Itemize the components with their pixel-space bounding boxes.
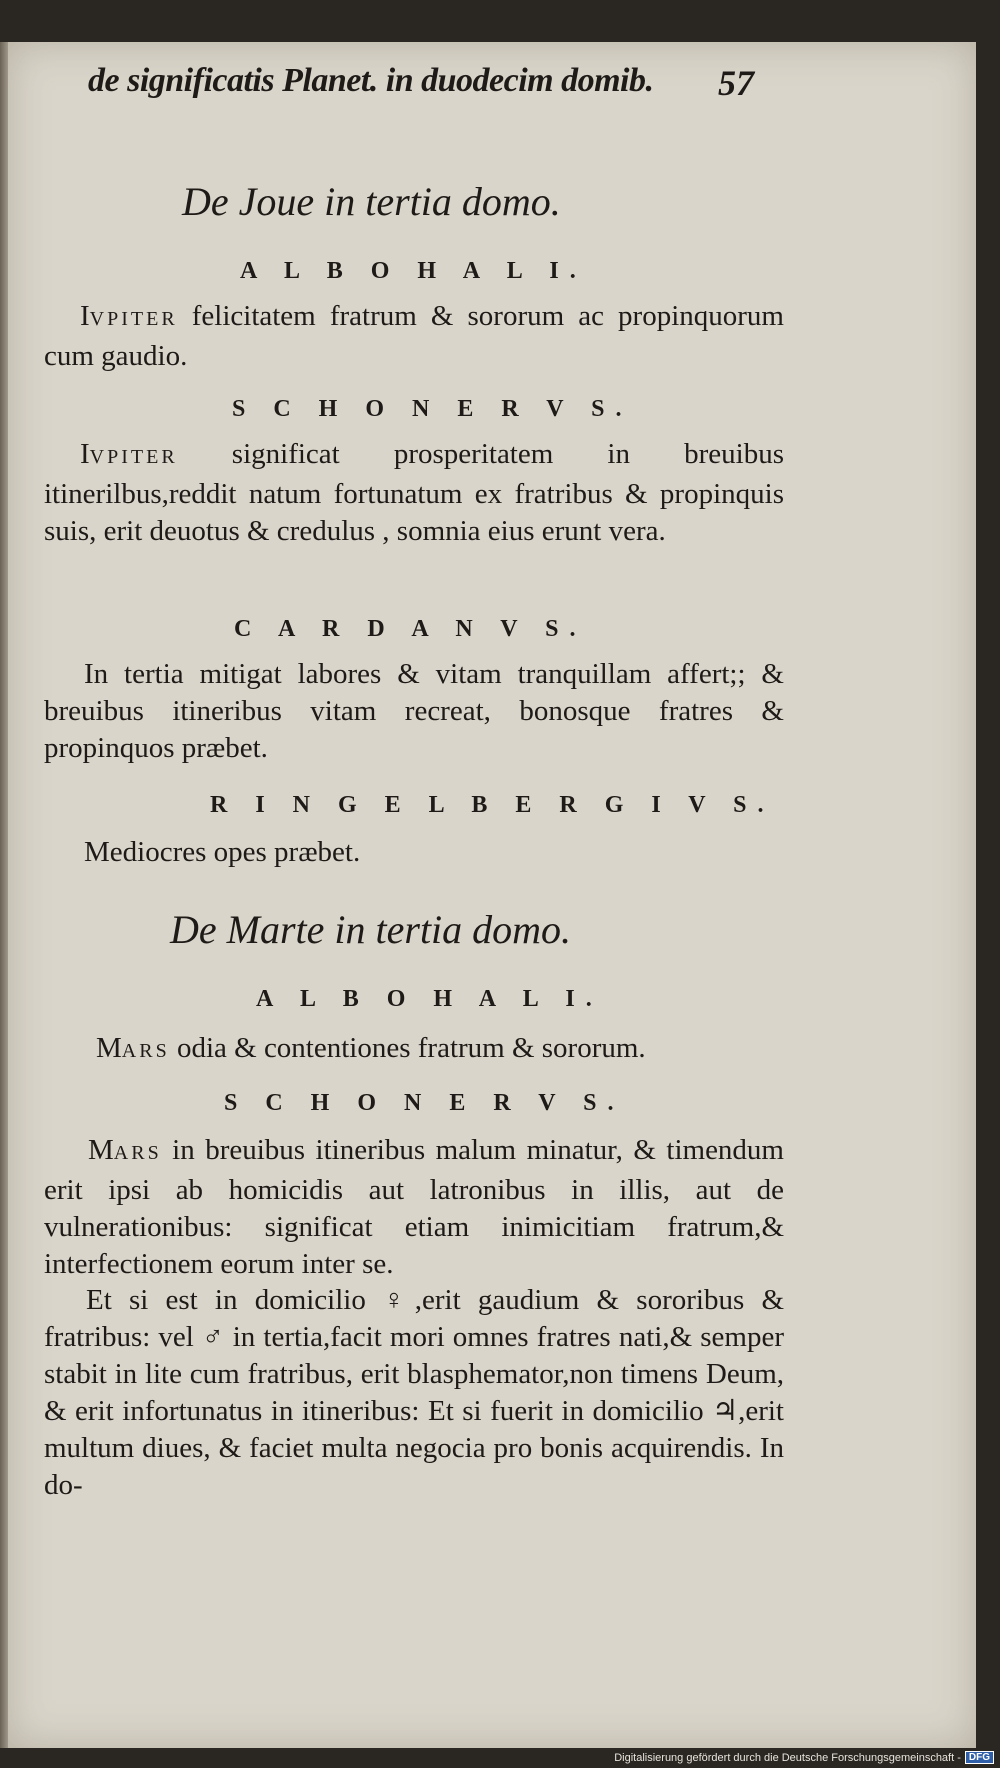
- section-title-jupiter: De Joue in tertia domo.: [182, 179, 561, 224]
- author-heading: S C H O N E R V S.: [232, 396, 633, 422]
- author-heading: C A R D A N V S.: [234, 616, 587, 642]
- dfg-logo: DFG: [965, 1751, 994, 1764]
- author-heading: A L B O H A L I.: [240, 258, 587, 284]
- entry-paragraph: [44, 1132, 784, 1283]
- smallcaps-word: ARS: [121, 1040, 170, 1062]
- entry-paragraph: [44, 656, 784, 767]
- entry-paragraph: [44, 834, 784, 871]
- running-title: de significatis Planet. in duodecim domib.: [88, 62, 654, 99]
- entry-text: odia & contentiones fratrum & sororum.: [169, 1032, 646, 1064]
- author-heading: R I N G E L B E R G I V S.: [210, 792, 775, 818]
- entry-paragraph: [44, 298, 784, 375]
- credit-text: Digitalisierung gefördert durch die Deutsche Forschungsgemeinschaft -: [614, 1751, 961, 1764]
- entry-paragraph: [44, 436, 784, 550]
- entry-text: in breuibus itineribus malum minatur, & timendum erit ipsi ab homicidis aut latronibus in illis, aut de vulnerationibus: significat etiam inimicitiam fratrum,& interfectionem eorum inter se.: [44, 1134, 784, 1280]
- smallcaps-word: VPITER: [89, 446, 178, 468]
- initial-letter: M: [88, 1134, 114, 1166]
- author-heading: A L B O H A L I.: [256, 986, 603, 1012]
- initial-letter: I: [80, 300, 90, 332]
- continuation-paragraph: [44, 1282, 784, 1504]
- digitization-credit: [614, 1751, 994, 1764]
- entry-text: Et si est in domicilio ♀,erit gaudium & sororibus & fratribus: vel ♂ in tertia,facit mori omnes fratres nati,& semper stabit in lite cum fratribus, erit blasphemator,non timens Deum, & erit infortunatus in itineribus: Et si fuerit in domicilio ♃,erit multum diues, & faciet multa negocia pro bonis acquirendis. In do-: [44, 1284, 784, 1501]
- section-title-mars: De Marte in tertia domo.: [170, 907, 572, 952]
- initial-letter: M: [96, 1032, 122, 1064]
- initial-letter: I: [80, 438, 90, 470]
- entry-text: significat prosperitatem in breuibus itinerilbus,reddit natum fortunatum ex fratribus & propinquis suis, erit deuotus & credulus , somnia eius erunt vera.: [44, 438, 784, 547]
- smallcaps-word: VPITER: [89, 308, 178, 330]
- entry-paragraph: [44, 1030, 784, 1070]
- entry-text: felicitatem fratrum & sororum ac propinquorum cum gaudio.: [44, 300, 784, 372]
- page-number: 57: [718, 63, 754, 103]
- entry-text: In tertia mitigat labores & vitam tranquillam affert;; & breuibus itineribus vitam recreat, bonosque fratres & propinquos præbet.: [44, 658, 784, 764]
- entry-text: Mediocres opes præbet.: [84, 836, 361, 868]
- author-heading: S C H O N E R V S.: [224, 1090, 625, 1116]
- smallcaps-word: ARS: [113, 1142, 162, 1164]
